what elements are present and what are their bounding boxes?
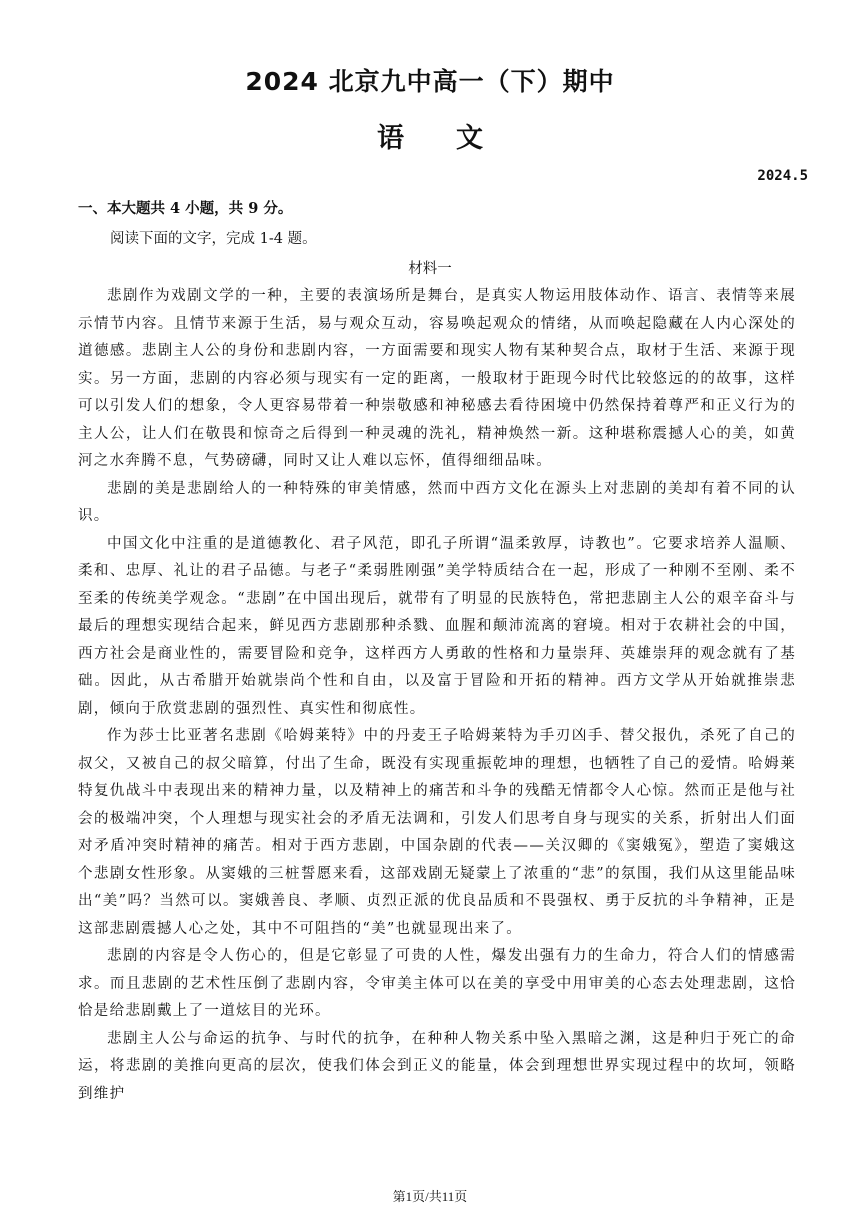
section-heading: 一、本大题共 4 小题，共 9 分。	[78, 200, 293, 217]
material-title: 材料一	[408, 261, 452, 277]
page-number: 第1页/共11页	[392, 1189, 468, 1204]
subject-title: 语文	[377, 123, 535, 154]
passage-paragraph: 悲剧的美是悲剧给人的一种特殊的审美情感，然而中西方文化在源头上对悲剧的美却有着不同的认识。	[78, 480, 796, 524]
passage-body	[78, 283, 796, 1108]
exam-date: 2024.5	[757, 168, 808, 184]
passage-paragraph: 悲剧主人公与命运的抗争、与时代的抗争，在种种人物关系中坠入黑暗之渊，这是种归于死亡的命运，将悲剧的美推向更高的层次，使我们体会到正义的能量，体会到理想世界实现过程中的坎坷，领略到维护	[78, 1030, 796, 1102]
passage-paragraph: 悲剧的内容是令人伤心的，但是它彰显了可贵的人性，爆发出强有力的生命力，符合人们的情感需求。而且悲剧的艺术性压倒了悲剧内容，令审美主体可以在美的享受中用审美的心态去处理悲剧，这恰恰是给悲剧戴上了一道炫目的光环。	[78, 948, 796, 1019]
passage-paragraph: 悲剧作为戏剧文学的一种，主要的表演场所是舞台，是真实人物运用肢体动作、语言、表情等来展示情节内容。且情节来源于生活，易与观众互动，容易唤起观众的情绪，从而唤起隐藏在人内心深处的道德感。悲剧主人公的身份和悲剧内容，一方面需要和现实人物有某种契合点，取材于生活、来源于现实。另一方面，悲剧的内容必须与现实有一定的距离，一般取材于距现今时代比较悠远的的故事，这样可以引发人们的想象，令人更容易带着一种崇敬感和神秘感去看待困境中仍然保持着尊严和正义行为的主人公，让人们在敬畏和惊奇之后得到一种灵魂的洗礼，精神焕然一新。这种堪称震撼人心的美，如黄河之水奔腾不息，气势磅礴，同时又让人难以忘怀，值得细细品味。	[78, 288, 796, 469]
passage-paragraph: 中国文化中注重的是道德教化、君子风范，即孔子所谓“温柔敦厚，诗教也”。它要求培养人温顺、柔和、忠厚、礼让的君子品德。与老子“柔弱胜刚强”美学特质结合在一起，形成了一种刚不至刚、柔不至柔的传统美学观念。“悲剧”在中国出现后，就带有了明显的民族特色，常把悲剧主人公的艰辛奋斗与最后的理想实现结合起来，鲜见西方悲剧那种杀戮、血腥和颠沛流离的窘境。相对于农耕社会的中国，西方社会是商业性的，需要冒险和竞争，这样西方人勇敢的性格和力量崇拜、英雄崇拜的观念就有了基础。因此，从古希腊开始就崇尚个性和自由，以及富于冒险和开拓的精神。西方文学从开始就推崇悲剧，倾向于欣赏悲剧的强烈性、真实性和彻底性。	[78, 535, 796, 717]
reading-instruction: 阅读下面的文字，完成 1-4 题。	[110, 231, 317, 247]
exam-title: 2024 北京九中高一（下）期中	[245, 67, 615, 96]
passage-paragraph: 作为莎士比亚著名悲剧《哈姆莱特》中的丹麦王子哈姆莱特为手刃凶手、替父报仇，杀死了自己的叔父，又被自己的叔父暗算，付出了生命，既没有实现重振乾坤的理想，也牺牲了自己的爱情。哈姆莱特复仇战斗中表现出来的精神力量，以及精神上的痛苦和斗争的残酷无情都令人心惊。然而正是他与社会的极端冲突，个人理想与现实社会的矛盾无法调和，引发人们思考自身与现实的关系，折射出人们面对矛盾冲突时精神的痛苦。相对于西方悲剧，中国杂剧的代表——关汉卿的《窦娥冤》，塑造了窦娥这个悲剧女性形象。从窦娥的三桩誓愿来看，这部戏剧无疑蒙上了浓重的“悲”的氛围，我们从这里能品味出“美”吗？当然可以。窦娥善良、孝顺、贞烈正派的优良品质和不畏强权、勇于反抗的斗争精神，正是这部悲剧震撼人心之处，其中不可阻挡的“美”也就显现出来了。	[78, 728, 796, 937]
